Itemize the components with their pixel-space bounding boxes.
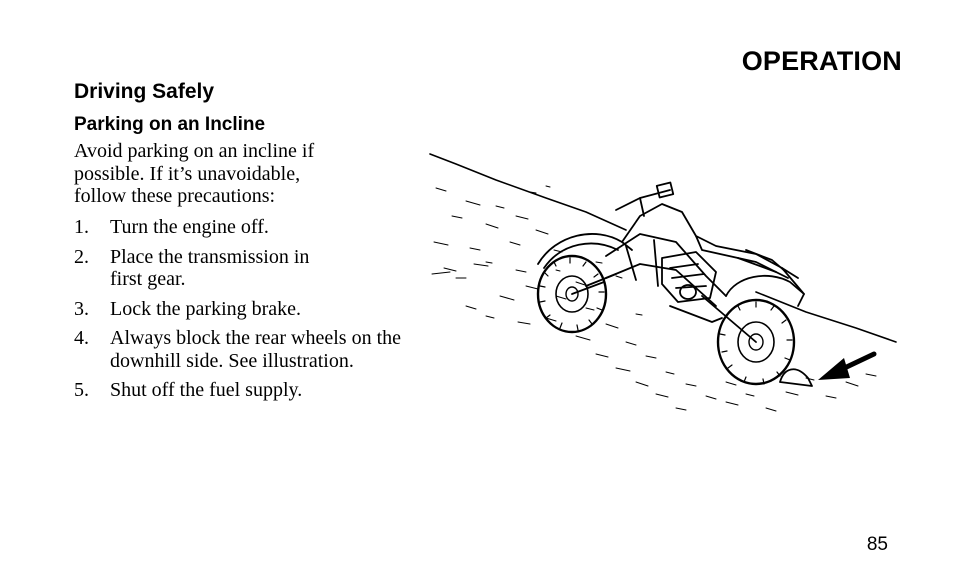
step-line: Always block the rear wheels on the (110, 327, 402, 349)
step-line: Place the transmission in (110, 245, 310, 268)
arrow-pointer-icon (818, 354, 874, 380)
intro-paragraph (74, 140, 374, 208)
step-number: 3. (74, 297, 89, 320)
intro-line: follow these precautions: (74, 185, 276, 207)
precautions-list (74, 216, 454, 409)
page-number: 85 (866, 534, 888, 555)
section-header: OPERATION (741, 46, 902, 76)
step-text (110, 298, 454, 321)
wheel-block (780, 369, 812, 386)
list-item (74, 246, 454, 291)
intro-line: possible. If it’s unavoidable, (74, 162, 301, 185)
step-line: first gear. (110, 268, 186, 290)
atv-body (538, 182, 804, 342)
step-number: 4. (74, 327, 89, 349)
step-text (110, 216, 454, 239)
list-item (74, 327, 454, 372)
step-number: 2. (74, 245, 89, 268)
heading-driving-safely: Driving Safely (74, 80, 215, 103)
step-text (110, 379, 454, 402)
step-line: Lock the parking brake. (110, 297, 302, 320)
step-line: Turn the engine off. (110, 216, 269, 238)
step-text (110, 327, 454, 372)
step-line: downhill side. See illustration. (110, 349, 354, 372)
list-item (74, 216, 454, 239)
subheading-parking-incline: Parking on an Incline (74, 114, 266, 135)
step-number: 1. (74, 216, 89, 238)
ground-texture (432, 186, 876, 411)
list-item (74, 298, 454, 321)
step-line: Shut off the fuel supply. (110, 379, 303, 401)
step-text (110, 246, 454, 291)
hillside-line (756, 292, 896, 342)
step-number: 5. (74, 379, 89, 401)
atv-incline-illustration (426, 146, 902, 418)
list-item (74, 379, 454, 402)
intro-line: Avoid parking on an incline if (74, 140, 315, 162)
